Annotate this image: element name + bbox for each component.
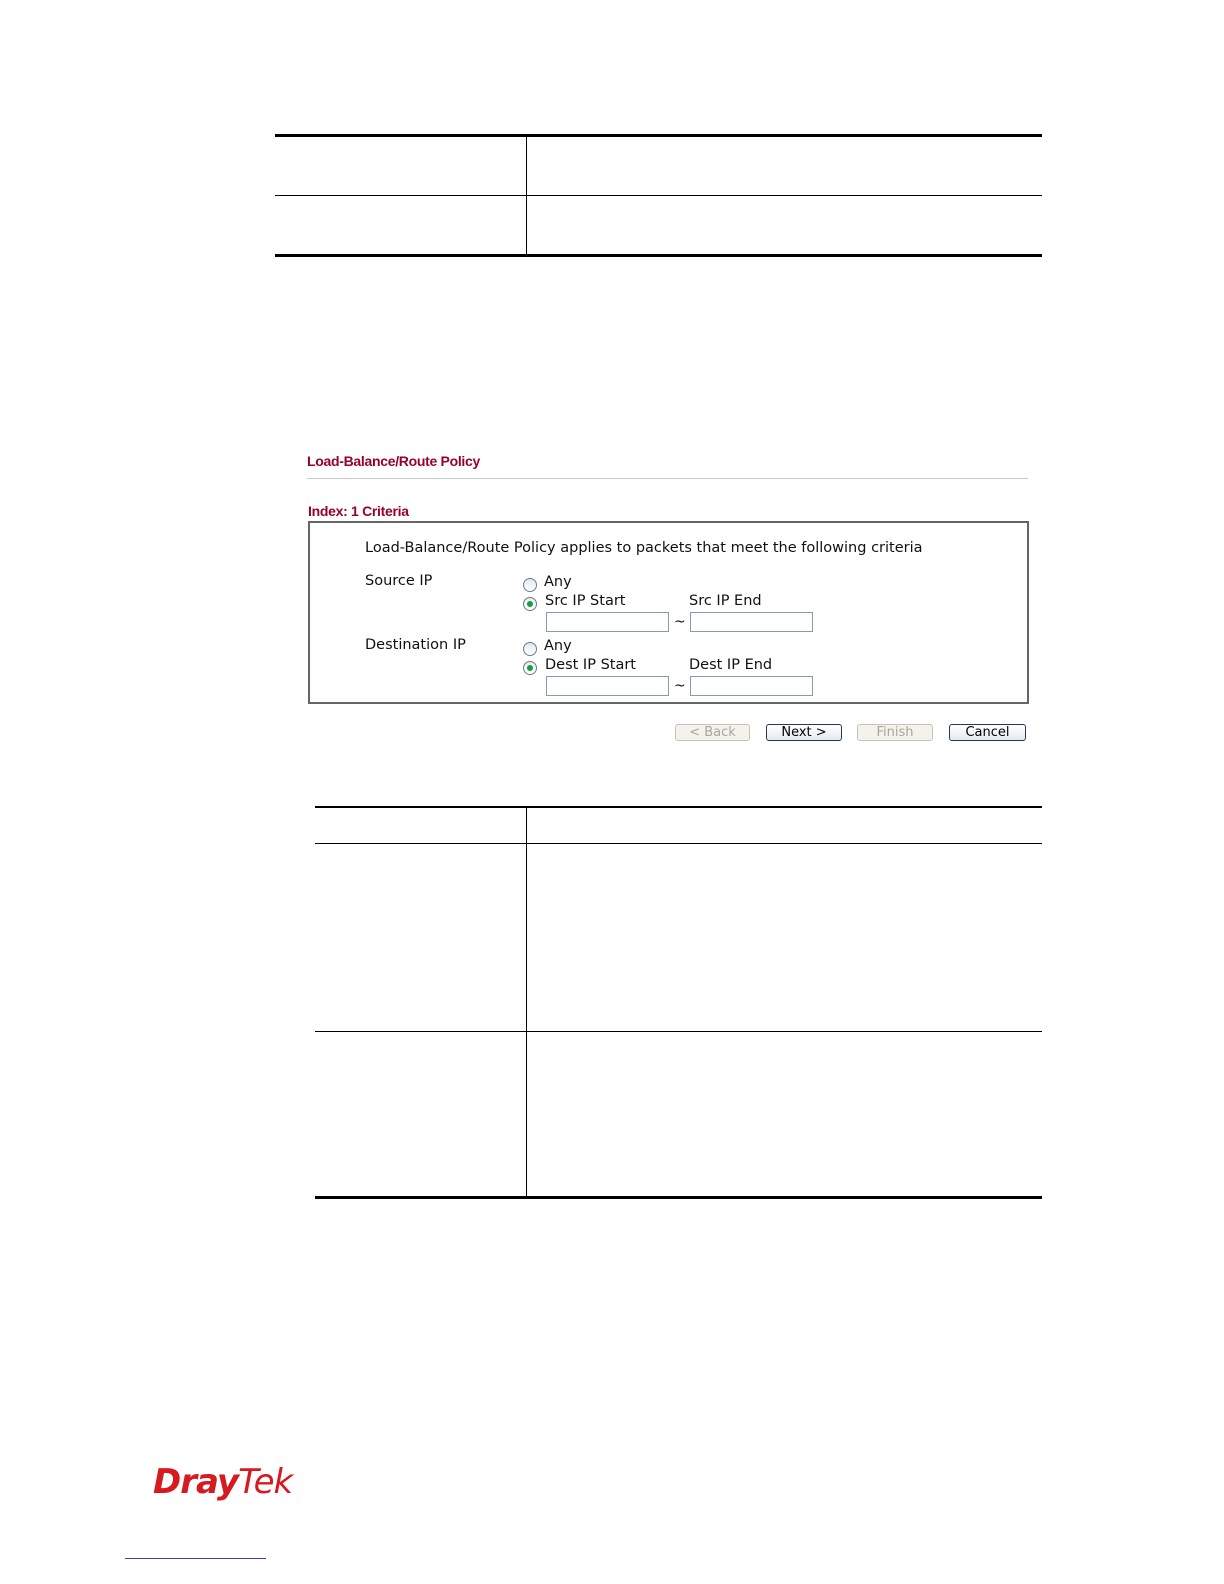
next-button[interactable]: Next >: [766, 724, 842, 741]
logo-part-dray: Dray: [153, 1462, 239, 1502]
destination-range-radio[interactable]: [523, 661, 537, 675]
cancel-button[interactable]: Cancel: [949, 724, 1026, 741]
criteria-intro: Load-Balance/Route Policy applies to packets that meet the following criteria: [365, 540, 923, 556]
source-start-label: Src IP Start: [545, 593, 626, 609]
logo-part-tek: Tek: [238, 1462, 293, 1502]
table-divider: [526, 136, 527, 254]
table-rule-bottom: [275, 254, 1042, 257]
destination-start-label: Dest IP Start: [545, 657, 636, 673]
source-any-label: Any: [544, 574, 572, 590]
source-end-label: Src IP End: [689, 593, 762, 609]
table-rule-mid: [315, 1031, 1042, 1032]
destination-any-label: Any: [544, 638, 572, 654]
back-button[interactable]: < Back: [675, 724, 750, 741]
source-any-radio[interactable]: [523, 578, 537, 592]
destination-any-radio[interactable]: [523, 642, 537, 656]
dialog-title: Load-Balance/Route Policy: [307, 453, 480, 469]
destination-ip-label: Destination IP: [365, 637, 466, 653]
destination-range-separator: ~: [674, 678, 686, 694]
table-rule-mid: [275, 195, 1042, 196]
footer-underline: [125, 1558, 266, 1559]
source-start-input[interactable]: [546, 612, 669, 632]
destination-end-input[interactable]: [690, 676, 813, 696]
table-rule-bottom: [315, 1196, 1042, 1199]
source-end-input[interactable]: [690, 612, 813, 632]
table-divider: [526, 808, 527, 1196]
source-range-radio[interactable]: [523, 597, 537, 611]
draytek-logo: [153, 1462, 292, 1502]
table-rule-top: [275, 134, 1042, 137]
title-separator: [307, 478, 1028, 479]
destination-end-label: Dest IP End: [689, 657, 773, 673]
finish-button[interactable]: Finish: [857, 724, 933, 741]
source-range-separator: ~: [674, 614, 686, 630]
section-title: Index: 1 Criteria: [308, 503, 409, 519]
destination-start-input[interactable]: [546, 676, 669, 696]
source-ip-label: Source IP: [365, 573, 433, 589]
table-rule-top: [315, 806, 1042, 808]
table-rule-header: [315, 843, 1042, 844]
